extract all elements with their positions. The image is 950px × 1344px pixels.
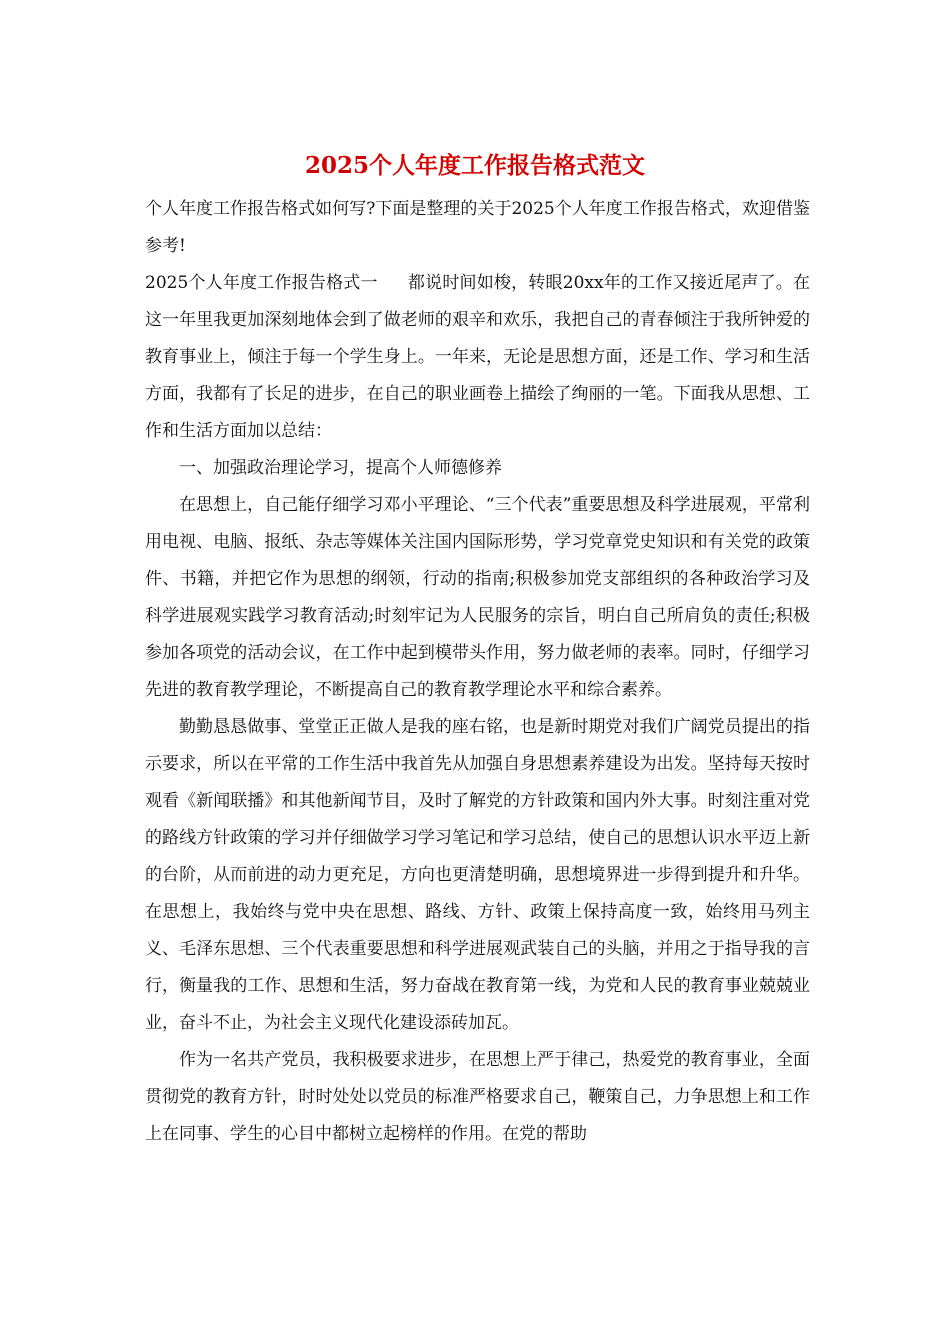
body-paragraph-2: 勤勤恳恳做事、堂堂正正做人是我的座右铭，也是新时期党对我们广阔党员提出的指示要求，所以在平常的工作生活中我首先从加强自身思想素养建设为出发。坚持每天按时观看《新闻联播》和其他新闻节目，及时了解党的方针政策和国内外大事。时刻注重对党的路线方针政策的学习并仔细做学习学习笔记和学习总结，使自己的思想认识水平迈上新的台阶，从而前进的动力更充足，方向也更清楚明确，思想境界进一步得到提升和升华。在思想上，我始终与党中央在思想、路线、方针、政策上保持高度一致，始终用马列主义、毛泽东思想、三个代表重要思想和科学进展观武装自己的头脑，并用之于指导我的言行，衡量我的工作、思想和生活，努力奋战在教育第一线，为党和人民的教育事业兢兢业业，奋斗不止，为社会主义现代化建设添砖加瓦。 [145,717,810,1033]
document-title: 2025个人年度工作报告格式范文 [304,152,645,179]
body-paragraph-1: 在思想上，自己能仔细学习邓小平理论、“三个代表”重要思想及科学进展观，平常利用电视、电脑、报纸、杂志等媒体关注国内国际形势，学习党章党史知识和有关党的政策件、书籍，并把它作为思想的纲领，行动的指南;积极参加党支部组织的各种政治学习及科学进展观实践学习教育活动;时刻牢记为人民服务的宗旨，明白自己所肩负的责任;积极参加各项党的活动会议，在工作中起到模带头作用，努力做老师的表率。同时，仔细学习先进的教育教学理论，不断提高自己的教育教学理论水平和综合素养。 [145,495,810,700]
first-section-heading: 2025个人年度工作报告格式一 [145,273,378,293]
section-heading: 一、加强政治理论学习，提高个人师德修养 [179,458,502,478]
document-body [145,191,810,1153]
body-paragraph-3: 作为一名共产党员，我积极要求进步，在思想上严于律己，热爱党的教育事业，全面贯彻党的教育方针，时时处处以党员的标准严格要求自己，鞭策自己，力争思想上和工作上在同事、学生的心目中都树立起榜样的作用。在党的帮助 [145,1050,810,1144]
first-section-paragraph [145,265,810,450]
first-section-text: 都说时间如梭，转眼20xx年的工作又接近尾声了。在这一年里我更加深刻地体会到了做老师的艰辛和欢乐，我把自己的青春倾注于我所钟爱的教育事业上，倾注于每一个学生身上。一年来，无论是思想方面，还是工作、学习和生活方面，我都有了长足的进步，在自己的职业画卷上描绘了绚丽的一笔。下面我从思想、工作和生活方面加以总结： [145,273,811,441]
intro-paragraph: 个人年度工作报告格式如何写?下面是整理的关于2025个人年度工作报告格式，欢迎借鉴参考! [145,199,810,256]
